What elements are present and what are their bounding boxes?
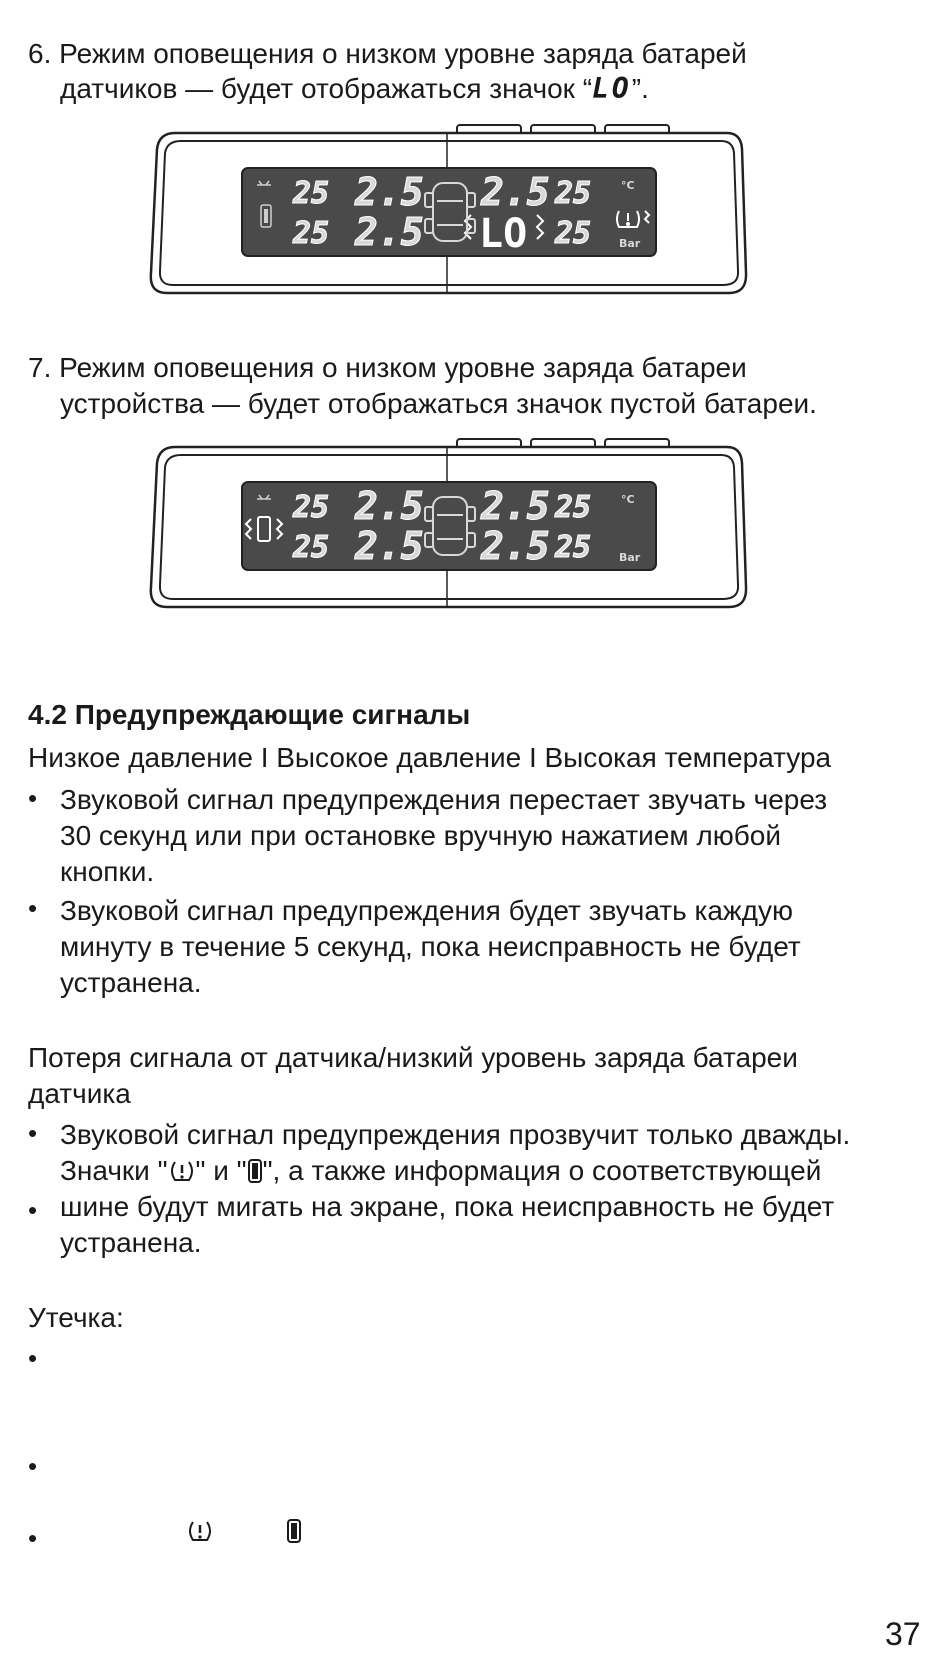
lcd-value-fr-large: 2.5 (481, 484, 550, 528)
signal-loss-bullet-line2 (60, 1153, 821, 1193)
lcd-value-rl-large: 2.5 (355, 210, 424, 254)
item6-line1: 6. Режим оповещения о низком уровне заряда батарей (28, 38, 747, 69)
bullet-dot: • (28, 1118, 38, 1148)
section-subtitle: Низкое давление I Высокое давление I Высокая температура (28, 742, 832, 773)
item6-line2 (60, 71, 649, 107)
line2-part-b: " и " (195, 1155, 247, 1186)
lcd-value-rl-small: 25 (293, 530, 330, 565)
lcd-value-rl-large: 2.5 (355, 524, 424, 568)
bullet-dot: • (28, 1451, 38, 1481)
lcd-value-fr-small: 25 (555, 176, 592, 211)
signal-loss-bullet-line1: Звуковой сигнал предупреждения прозвучит только дважды. (60, 1119, 851, 1150)
battery-icon (247, 1157, 263, 1193)
tpms-display-illustration-lo (145, 123, 755, 303)
signal-loss-title-line2: датчика (28, 1078, 131, 1109)
line2-part-a: Значки " (60, 1155, 168, 1186)
bullet-dot: • (28, 893, 38, 923)
item7-line1: 7. Режим оповещения о низком уровне заряда батареи (28, 352, 747, 383)
lcd-value-fl-large: 2.5 (355, 484, 424, 528)
signal-loss-bullet2-line: шине будут мигать на экране, пока неисправность не будет (60, 1191, 835, 1222)
bullet-2-line3: устранена. (60, 967, 202, 998)
lcd-value-fl-small: 25 (293, 176, 330, 211)
tire-warning-icon (186, 1518, 214, 1549)
lcd-value-fl-large: 2.5 (355, 170, 424, 214)
battery-icon (286, 1518, 302, 1549)
line2-part-c: ", а также информация о соответствующей (262, 1155, 822, 1186)
item6-line2-before: датчиков — будет отображаться значок “ (60, 73, 593, 104)
celsius-label: °C (621, 179, 635, 192)
bullet-2-line2: минуту в течение 5 секунд, пока неисправность не будет (60, 931, 801, 962)
tpms-display-illustration-battery (145, 437, 755, 617)
lcd-value-fl-small: 25 (293, 490, 330, 525)
unit-label: Bar (619, 551, 641, 564)
lcd-value-rl-small: 25 (293, 216, 330, 251)
bullet-dot: • (28, 783, 38, 813)
lcd-value-fr-small: 25 (555, 490, 592, 525)
bullet-1-line3: кнопки. (60, 856, 155, 887)
bullet-1-line2: 30 секунд или при остановке вручную нажатием любой (60, 820, 782, 851)
section-title: 4.2 Предупреждающие сигналы (28, 699, 471, 730)
lcd-value-fr-large: 2.5 (481, 170, 550, 214)
bullet-dot: • (28, 1523, 38, 1553)
bullet-dot: • (28, 1195, 38, 1225)
bullet-2-line1: Звуковой сигнал предупреждения будет звучать каждую (60, 895, 793, 926)
signal-loss-line4: устранена. (60, 1227, 202, 1258)
lcd-value-rr-small: 25 (555, 216, 592, 251)
item7-line2: устройства — будет отображаться значок пустой батареи. (60, 388, 817, 419)
bullet-1-line1: Звуковой сигнал предупреждения перестает звучать через (60, 784, 828, 815)
lcd-value-rr-small: 25 (555, 530, 592, 565)
leak-title: Утечка: (28, 1302, 124, 1333)
bullet-dot: • (28, 1343, 38, 1373)
lo-symbol: LO (592, 72, 632, 105)
item6-line2-after: ”. (631, 73, 649, 104)
lcd-value-rr-large: 2.5 (481, 524, 550, 568)
tire-warning-icon (168, 1157, 196, 1193)
signal-loss-title-line1: Потеря сигнала от датчика/низкий уровень заряда батареи (28, 1042, 798, 1073)
unit-label: Bar (619, 237, 641, 250)
page-number: 37 (885, 1616, 921, 1652)
celsius-label: °C (621, 493, 635, 506)
lcd-lo-alert: LO (479, 211, 528, 257)
